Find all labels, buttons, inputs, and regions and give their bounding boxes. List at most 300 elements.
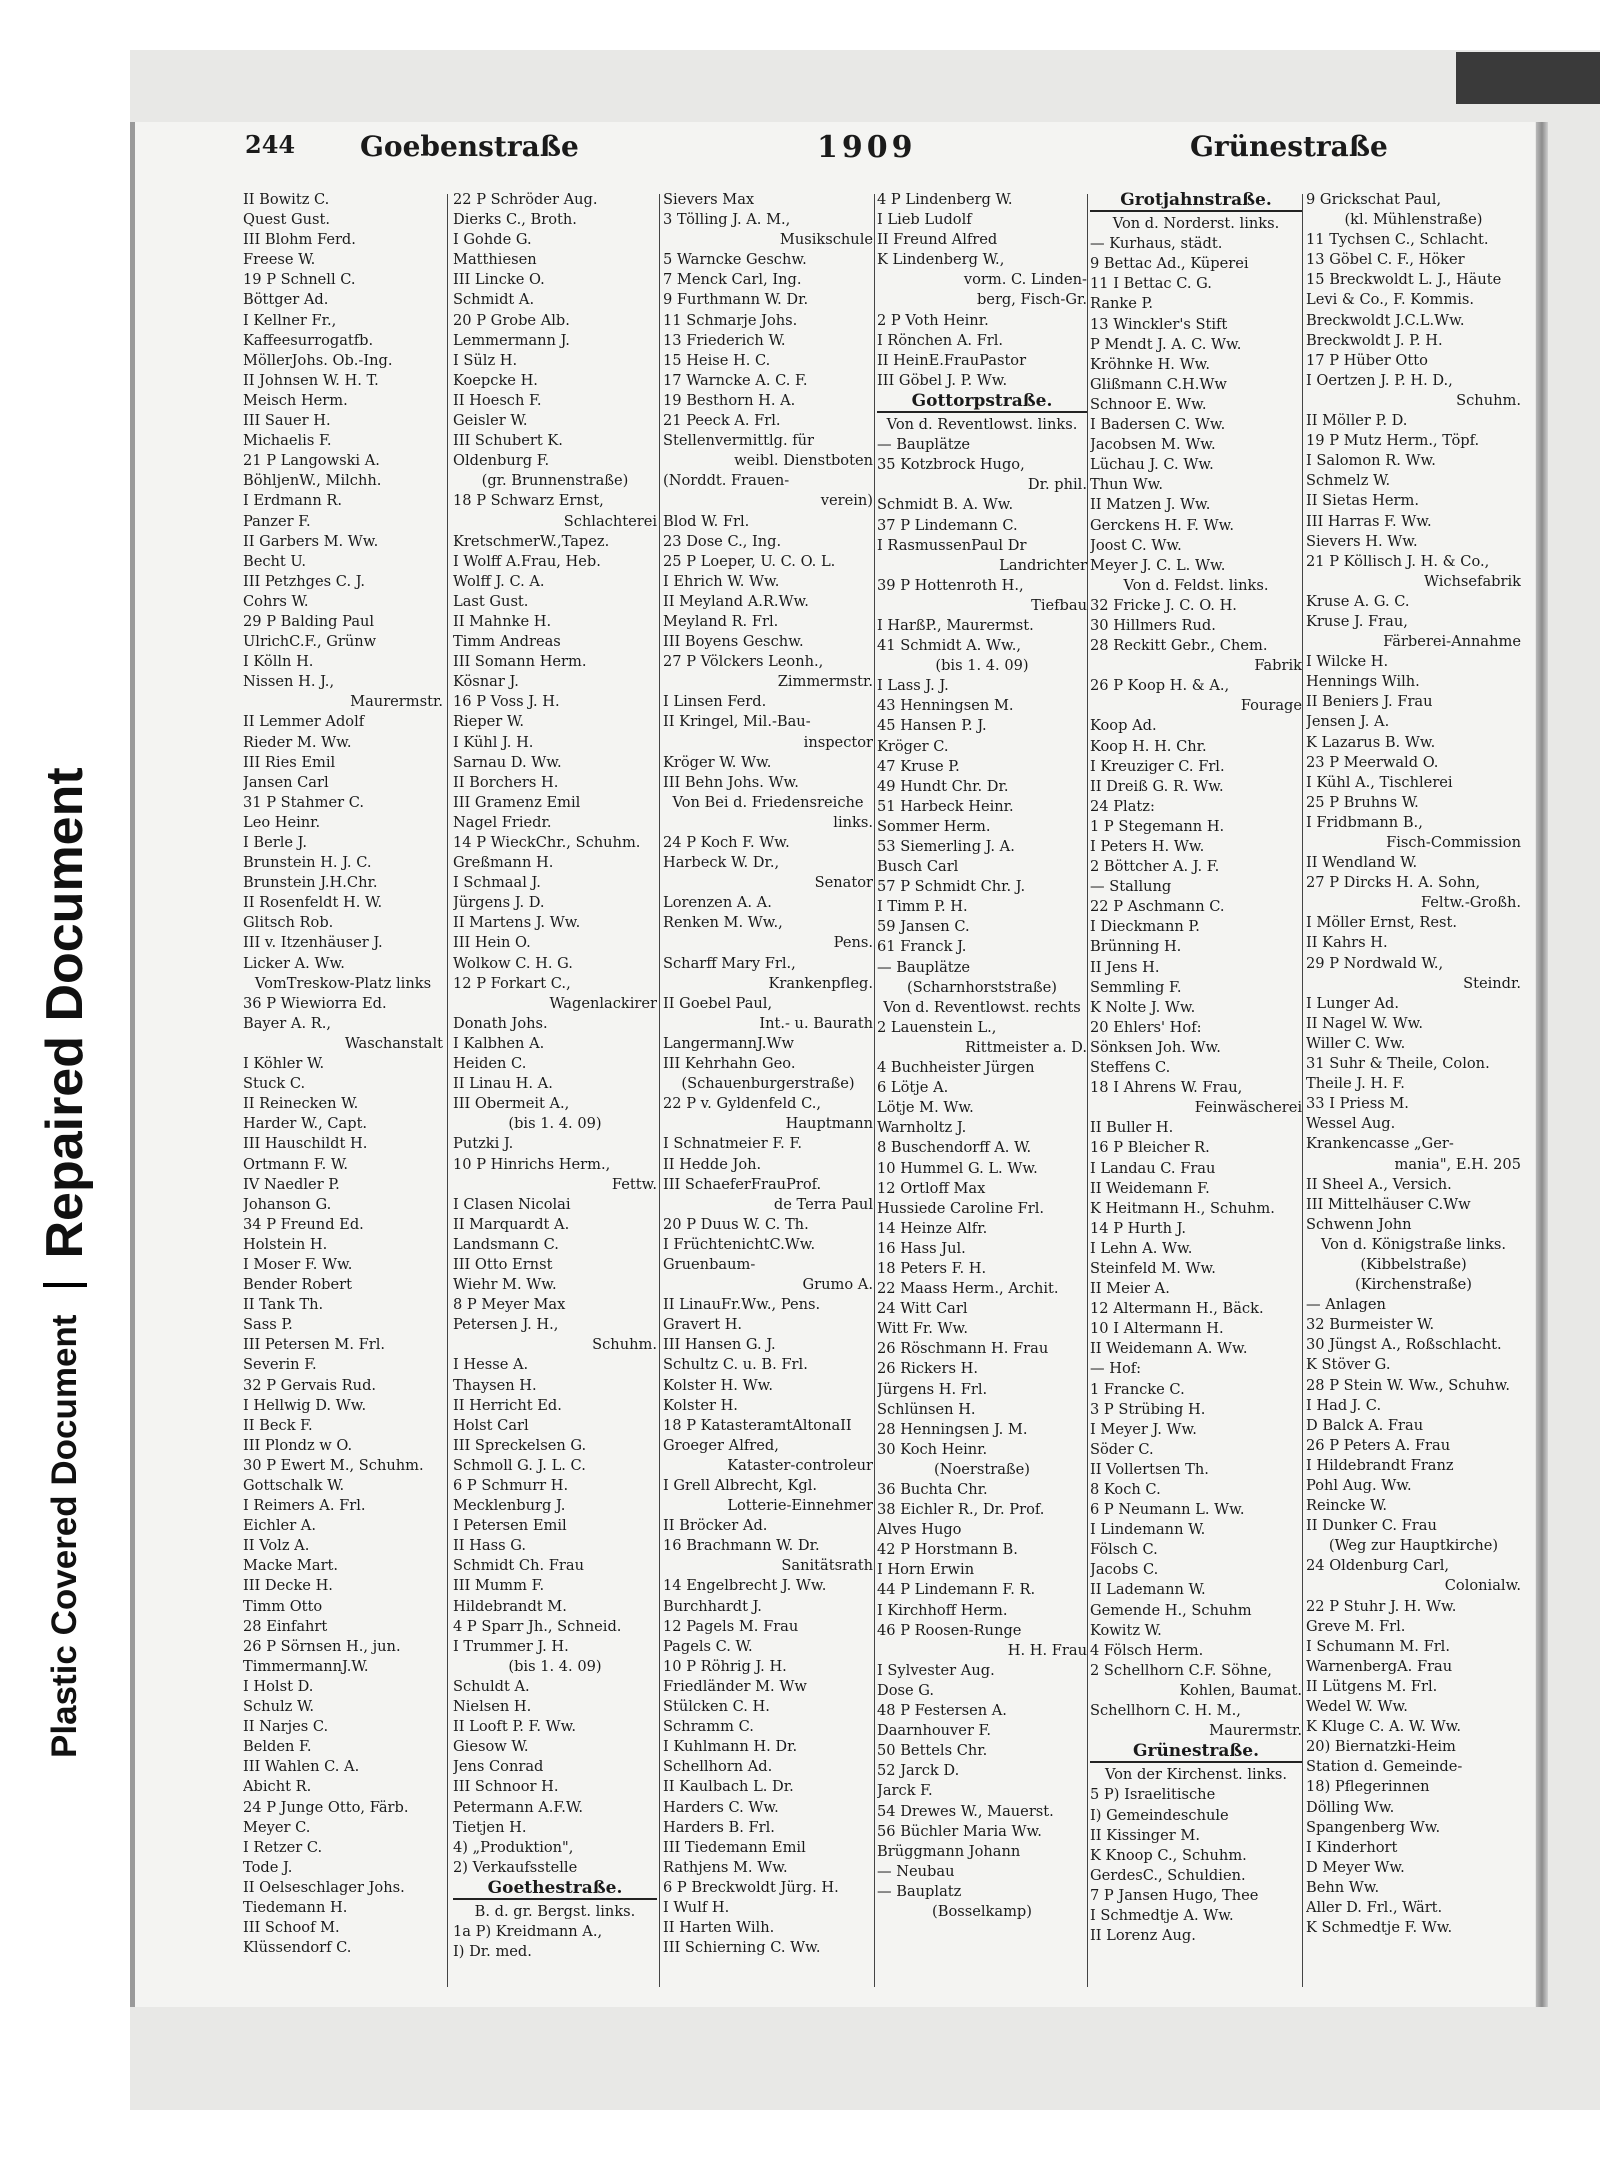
directory-entry: Int.- u. Baurath xyxy=(759,1014,873,1032)
directory-entry: 15 Breckwoldt L. J., Häute xyxy=(1306,271,1502,289)
directory-column-6 xyxy=(1306,190,1521,2007)
directory-entry: II Weidemann F. xyxy=(1090,1179,1210,1197)
directory-entry: I Peters H. Ww. xyxy=(1090,838,1205,855)
directory-entry: K Schmedtje F. Ww. xyxy=(1306,1919,1453,1937)
directory-entry: 26 Röschmann H. Frau xyxy=(877,1340,1049,1358)
directory-entry: I Timm P. H. xyxy=(877,898,968,916)
directory-entry: Harder W., Capt. xyxy=(243,1115,368,1133)
directory-entry: 21 P Langowski A. xyxy=(243,452,380,470)
directory-entry: Feinwäscherei xyxy=(1194,1099,1302,1117)
directory-entry: II Weidemann A. Ww. xyxy=(1090,1340,1248,1358)
directory-entry: II Kringel, Mil.-Bau- xyxy=(663,713,811,731)
directory-entry: Daarnhouver F. xyxy=(877,1722,992,1740)
directory-entry: Harders C. Ww. xyxy=(663,1798,779,1816)
directory-entry: UlrichC.F., Grünw xyxy=(243,633,377,651)
directory-entry: II Bowitz C. xyxy=(243,191,330,208)
directory-entry: Giesow W. xyxy=(453,1738,529,1756)
directory-entry: III Gramenz Emil xyxy=(453,793,581,811)
column-rule xyxy=(1087,194,1088,1987)
directory-entry: (Norddt. Frauen- xyxy=(663,472,790,490)
directory-entry: II Möller P. D. xyxy=(1306,412,1408,430)
directory-entry: I Kirchhoff Herm. xyxy=(877,1601,1008,1619)
directory-entry: 10 I Altermann H. xyxy=(1090,1320,1224,1338)
directory-entry: II Volz A. xyxy=(243,1537,310,1555)
directory-entry: 1 P Stegemann H. xyxy=(1090,817,1225,835)
directory-entry: Krankencasse „Ger- xyxy=(1306,1135,1454,1153)
directory-entry: 20 P Duus W. C. Th. xyxy=(663,1215,809,1233)
directory-entry: de Terra Paul xyxy=(773,1195,873,1213)
directory-entry: 9 Furthmann W. Dr. xyxy=(663,291,809,309)
directory-entry: 20 Ehlers' Hof: xyxy=(1090,1018,1202,1036)
directory-entry: I Lindemann W. xyxy=(1090,1521,1206,1539)
directory-entry: 50 Bettels Chr. xyxy=(877,1742,988,1760)
directory-entry: Glitsch Rob. xyxy=(243,914,334,932)
directory-entry: 47 Kruse P. xyxy=(877,757,960,775)
directory-entry: 25 P Loeper, U. C. O. L. xyxy=(663,552,836,570)
directory-entry: 16 Brachmann W. Dr. xyxy=(663,1537,820,1555)
directory-entry: I Kuhlmann H. Dr. xyxy=(663,1738,798,1756)
directory-entry: Meyland R. Frl. xyxy=(663,612,779,630)
directory-entry: I Fridbmann B., xyxy=(1306,813,1423,831)
directory-entry: 26 Rickers H. xyxy=(877,1360,978,1378)
directory-entry: Krankenpfleg. xyxy=(768,974,873,992)
directory-entry: 24 P Koch F. Ww. xyxy=(663,834,790,851)
directory-entry: Tietjen H. xyxy=(453,1818,527,1836)
directory-entry: 11 Tychsen C., Schlacht. xyxy=(1306,231,1489,249)
directory-entry: 49 Hundt Chr. Dr. xyxy=(877,777,1009,795)
directory-entry: 22 P v. Gyldenfeld C., xyxy=(663,1095,822,1113)
repaired-document-label: Repaired Document xyxy=(36,767,94,1259)
directory-entry: (Kirchenstraße) xyxy=(1355,1276,1472,1294)
directory-entry: I RasmussenPaul Dr xyxy=(877,536,1027,554)
year: 1909 xyxy=(817,130,917,165)
directory-entry: Von d. Norderst. links. xyxy=(1112,215,1280,233)
directory-entry: Timm Otto xyxy=(243,1597,323,1615)
directory-entry: 22 P Aschmann C. xyxy=(1090,898,1225,916)
directory-entry: Kruse A. G. C. xyxy=(1306,592,1410,610)
directory-entry: Petermann A.F.W. xyxy=(453,1798,584,1816)
directory-entry: 8 Buschendorff A. W. xyxy=(877,1139,1032,1157)
directory-entry: Greve M. Frl. xyxy=(1306,1617,1406,1635)
directory-entry: Donath Johs. xyxy=(453,1014,548,1032)
directory-entry: Färberei-Annahme xyxy=(1383,633,1521,651)
directory-entry: Holstein H. xyxy=(243,1235,328,1253)
directory-entry: Reincke W. xyxy=(1306,1497,1388,1515)
directory-entry: III Schoof M. xyxy=(243,1919,340,1937)
directory-entry: 26 P Peters A. Frau xyxy=(1306,1436,1451,1454)
directory-column-4 xyxy=(877,190,1087,2007)
directory-entry: I) Gemeindeschule xyxy=(1090,1806,1229,1824)
directory-entry: I) Dr. med. xyxy=(453,1943,532,1961)
directory-entry: III Blohm Ferd. xyxy=(243,231,356,249)
directory-entry: berg, Fisch-Gr. xyxy=(976,291,1087,309)
directory-entry: II Nagel W. Ww. xyxy=(1306,1014,1424,1032)
directory-entry: 54 Drewes W., Mauerst. xyxy=(877,1802,1054,1820)
directory-entry: III Obermeit A., xyxy=(453,1095,570,1113)
directory-entry: K Kluge C. A. W. Ww. xyxy=(1306,1718,1461,1736)
directory-entry: 19 Besthorn H. A. xyxy=(663,391,796,409)
directory-entry: 32 P Gervais Rud. xyxy=(243,1376,377,1394)
directory-entry: D Meyer Ww. xyxy=(1306,1858,1405,1876)
directory-entry: III Mittelhäuser C.Ww xyxy=(1306,1195,1471,1213)
directory-entry: Fabrik xyxy=(1254,657,1302,675)
directory-entry: Jensen J. A. xyxy=(1306,713,1390,731)
directory-entry: Groeger Alfred, xyxy=(663,1436,779,1454)
directory-entry: III Behn Johs. Ww. xyxy=(663,773,799,791)
directory-entry: BöhljenW., Milchh. xyxy=(243,472,382,490)
directory-entry: Von Bei d. Friedensreiche xyxy=(672,793,864,811)
street-heading: Grünestraße. xyxy=(1090,1741,1302,1763)
directory-entry: Mecklenburg J. xyxy=(453,1497,566,1515)
directory-entry: 48 P Festersen A. xyxy=(877,1702,1007,1720)
sidebar-labels xyxy=(35,478,95,1758)
directory-entry: II Looft P. F. Ww. xyxy=(453,1718,577,1736)
directory-entry: Schramm C. xyxy=(663,1718,754,1736)
directory-entry: inspector xyxy=(803,733,873,751)
directory-entry: Nissen H. J., xyxy=(243,673,335,691)
directory-entry: II Freund Alfred xyxy=(877,231,998,249)
directory-entry: II Reinecken W. xyxy=(243,1095,359,1113)
directory-entry: II Linau H. A. xyxy=(453,1075,553,1093)
directory-entry: 51 Harbeck Heinr. xyxy=(877,797,1014,815)
directory-entry: Alves Hugo xyxy=(877,1521,962,1539)
directory-entry: II Jens H. xyxy=(1090,958,1160,976)
directory-entry: Lötje M. Ww. xyxy=(877,1099,974,1117)
directory-entry: 23 P Meerwald O. xyxy=(1306,753,1439,771)
directory-entry: Lemmermann J. xyxy=(453,331,570,349)
directory-entry: II Lademann W. xyxy=(1090,1581,1206,1599)
directory-entry: Cohrs W. xyxy=(243,592,309,610)
directory-entry: 35 Kotzbrock Hugo, xyxy=(877,456,1025,474)
directory-entry: Wolff J. C. A. xyxy=(453,572,545,590)
book-spine-edge xyxy=(1536,122,1548,2007)
directory-entry: 46 P Roosen-Runge xyxy=(877,1621,1022,1639)
directory-entry: 9 Bettac Ad., Küperei xyxy=(1090,255,1249,273)
directory-entry: Sarnau D. Ww. xyxy=(453,753,562,771)
directory-entry: LangermannJ.Ww xyxy=(663,1034,794,1052)
directory-entry: 24 P Junge Otto, Färb. xyxy=(243,1798,409,1816)
directory-entry: (Bosselkamp) xyxy=(932,1902,1032,1920)
directory-entry: III Petersen M. Frl. xyxy=(243,1336,386,1354)
directory-entry: II Sheel A., Versich. xyxy=(1306,1175,1452,1193)
directory-entry: 10 P Röhrig J. H. xyxy=(663,1657,787,1675)
directory-entry: III Lincke O. xyxy=(453,271,545,289)
directory-entry: Scharff Mary Frl., xyxy=(663,954,796,972)
directory-entry: 7 P Jansen Hugo, Thee xyxy=(1090,1886,1259,1904)
label-separator xyxy=(43,1283,87,1287)
directory-entry: Licker A. Ww. xyxy=(243,954,345,972)
directory-entry: I Kühl J. H. xyxy=(453,733,534,751)
directory-entry: I Holst D. xyxy=(243,1677,314,1695)
directory-entry: 18 I Ahrens W. Frau, xyxy=(1090,1079,1243,1097)
directory-entry: 24 Witt Carl xyxy=(877,1300,968,1318)
directory-entry: II Matzen J. Ww. xyxy=(1090,496,1211,514)
directory-entry: Brunstein H. J. C. xyxy=(243,854,372,872)
directory-entry: Thaysen H. xyxy=(453,1376,537,1394)
directory-entry: VomTreskow-Platz links xyxy=(254,974,432,992)
directory-entry: 12 Altermann H., Bäck. xyxy=(1090,1300,1264,1318)
scanner-corner-mark xyxy=(1456,52,1600,104)
directory-entry: Becht U. xyxy=(243,552,307,570)
directory-entry: — Neubau xyxy=(877,1862,955,1880)
directory-entry: 28 Einfahrt xyxy=(243,1617,328,1635)
directory-entry: 9 Grickschat Paul, xyxy=(1306,191,1442,208)
directory-entry: Abicht R. xyxy=(243,1778,312,1796)
directory-entry: Rieper W. xyxy=(453,713,524,731)
directory-entry: Rittmeister a. D. xyxy=(965,1038,1087,1056)
directory-entry: Quest Gust. xyxy=(243,211,331,229)
directory-entry: H. H. Frau xyxy=(1007,1641,1087,1659)
directory-entry: II Hoesch F. xyxy=(453,391,542,409)
column-rule xyxy=(659,194,660,1987)
directory-entry: I Lieb Ludolf xyxy=(877,211,972,229)
directory-entry: III Schnoor H. xyxy=(453,1778,559,1796)
directory-entry: 7 Menck Carl, Ing. xyxy=(663,271,802,289)
directory-entry: Gerckens H. F. Ww. xyxy=(1090,516,1234,534)
directory-entry: II HeinE.FrauPastor xyxy=(877,351,1027,369)
directory-entry: Geisler W. xyxy=(453,412,528,430)
directory-entry: I Kinderhort xyxy=(1306,1838,1398,1856)
directory-entry: Leo Heinr. xyxy=(243,813,321,831)
directory-entry: Von der Kirchenst. links. xyxy=(1104,1766,1288,1784)
directory-entry: Schellhorn Ad. xyxy=(663,1758,773,1776)
directory-entry: — Bauplätze xyxy=(877,436,970,454)
directory-entry: 44 P Lindemann F. R. xyxy=(877,1581,1036,1599)
directory-entry: — Hof: xyxy=(1090,1360,1142,1378)
directory-entry: Aller D. Frl., Wärt. xyxy=(1306,1898,1443,1916)
directory-entry: II Beniers J. Frau xyxy=(1306,693,1433,711)
directory-entry: II Mahnke H. xyxy=(453,612,552,630)
directory-entry: 2 Böttcher A. J. F. xyxy=(1090,858,1220,876)
directory-entry: Bender Robert xyxy=(243,1276,352,1294)
directory-entry: 14 P WieckChr., Schuhm. xyxy=(453,834,641,851)
directory-entry: (kl. Mühlenstraße) xyxy=(1344,211,1483,229)
directory-entry: Tiefbau xyxy=(1031,596,1087,614)
directory-entry: Severin F. xyxy=(243,1356,317,1374)
directory-entry: 19 P Schnell C. xyxy=(243,271,356,289)
directory-entry: 10 Hummel G. L. Ww. xyxy=(877,1159,1038,1177)
directory-entry: 13 Winckler's Stift xyxy=(1090,315,1228,333)
directory-entry: 29 P Nordwald W., xyxy=(1306,954,1444,972)
directory-entry: 30 P Ewert M., Schuhm. xyxy=(243,1456,424,1474)
directory-entry: Sönksen Joh. Ww. xyxy=(1090,1038,1221,1056)
directory-column-2 xyxy=(453,190,657,2007)
directory-entry: II Martens J. Ww. xyxy=(453,914,581,932)
directory-entry: (bis 1. 4. 09) xyxy=(935,657,1029,675)
directory-entry: Schnoor E. Ww. xyxy=(1090,395,1207,413)
directory-entry: Maurermstr. xyxy=(350,693,443,711)
directory-entry: Schellhorn C. H. M., xyxy=(1090,1702,1241,1720)
directory-entry: 14 Engelbrecht J. Ww. xyxy=(663,1577,827,1595)
directory-entry: Gottschalk W. xyxy=(243,1477,345,1494)
directory-entry: II Dunker C. Frau xyxy=(1306,1517,1437,1535)
directory-entry: Kohlen, Baumat. xyxy=(1179,1681,1302,1699)
directory-entry: II Buller H. xyxy=(1090,1119,1174,1137)
directory-entry: II Meier A. xyxy=(1090,1280,1170,1298)
directory-entry: II Meyland A.R.Ww. xyxy=(663,592,809,610)
directory-entry: 2 Lauenstein L., xyxy=(877,1018,997,1036)
directory-entry: P Mendt J. A. C. Ww. xyxy=(1090,335,1242,353)
directory-entry: I Gohde G. xyxy=(453,231,532,249)
directory-entry: Petersen J. H., xyxy=(453,1316,559,1334)
directory-entry: I FrüchtenichtC.Ww. xyxy=(663,1235,816,1253)
directory-entry: Colonialw. xyxy=(1444,1577,1521,1595)
right-street-title: Grünestraße xyxy=(1190,130,1388,163)
directory-entry: II Goebel Paul, xyxy=(663,994,773,1012)
page-number: 244 xyxy=(245,130,296,159)
directory-entry: 2 Schellhorn C.F. Söhne, xyxy=(1090,1661,1272,1679)
directory-entry: Burchhardt J. xyxy=(663,1597,762,1615)
directory-entry: 21 Peeck A. Frl. xyxy=(663,412,781,430)
directory-entry: 6 P Schmurr H. xyxy=(453,1477,569,1494)
directory-entry: 1 Francke C. xyxy=(1090,1380,1185,1398)
directory-entry: 22 P Schröder Aug. xyxy=(453,191,598,208)
directory-entry: III Wahlen C. A. xyxy=(243,1758,360,1776)
directory-entry: Ranke P. xyxy=(1090,295,1154,313)
directory-entry: K Knoop C., Schuhm. xyxy=(1090,1846,1247,1864)
directory-entry: I Sylvester Aug. xyxy=(877,1661,995,1679)
directory-entry: 21 P Köllisch J. H. & Co., xyxy=(1306,552,1490,570)
directory-entry: I Kalbhen A. xyxy=(453,1034,545,1052)
directory-entry: Von d. Reventlowst. rechts xyxy=(883,998,1081,1016)
directory-entry: Pagels C. W. xyxy=(663,1637,753,1655)
directory-entry: I Hellwig D. Ww. xyxy=(243,1396,367,1414)
directory-entry: 14 P Hurth J. xyxy=(1090,1219,1187,1237)
directory-entry: Michaelis F. xyxy=(243,432,332,450)
directory-entry: 57 P Schmidt Chr. J. xyxy=(877,878,1026,896)
directory-entry: Von d. Königstraße links. xyxy=(1320,1235,1507,1253)
directory-entry: I Horn Erwin xyxy=(877,1561,975,1579)
directory-entry: Jürgens H. Frl. xyxy=(877,1380,988,1398)
directory-entry: Theile J. H. F. xyxy=(1306,1075,1405,1093)
directory-entry: Blod W. Frl. xyxy=(663,512,750,530)
directory-entry: II Dreiß G. R. Ww. xyxy=(1090,777,1224,795)
directory-entry: Harbeck W. Dr., xyxy=(663,854,780,872)
directory-entry: Hauptmann xyxy=(785,1115,873,1133)
directory-entry: K Heitmann H., Schuhm. xyxy=(1090,1199,1275,1217)
directory-entry: Matthiesen xyxy=(453,251,537,269)
directory-entry: Grumo A. xyxy=(802,1276,873,1294)
street-heading: Goethestraße. xyxy=(453,1878,657,1900)
directory-entry: 12 Ortloff Max xyxy=(877,1179,986,1197)
directory-entry: 17 Warncke A. C. F. xyxy=(663,371,808,389)
directory-entry: Böttger Ad. xyxy=(243,291,329,309)
directory-entry: I Kölln H. xyxy=(243,653,314,671)
directory-entry: II Johnsen W. H. T. xyxy=(243,371,379,389)
directory-entry: Putzki J. xyxy=(453,1135,514,1153)
directory-entry: (bis 1. 4. 09) xyxy=(508,1657,602,1675)
directory-entry: III Spreckelsen G. xyxy=(453,1436,587,1454)
directory-entry: Von d. Feldst. links. xyxy=(1123,576,1269,594)
directory-entry: 1a P) Kreidmann A., xyxy=(453,1923,603,1941)
directory-entry: Koepcke H. xyxy=(453,371,538,389)
directory-entry: II Kissinger M. xyxy=(1090,1826,1200,1844)
directory-entry: I Retzer C. xyxy=(243,1838,323,1856)
directory-entry: K Stöver G. xyxy=(1306,1356,1391,1374)
directory-entry: 36 P Wiewiorra Ed. xyxy=(243,994,387,1012)
directory-entry: 30 Jüngst A., Roßschlacht. xyxy=(1306,1336,1502,1354)
directory-entry: Friedländer M. Ww xyxy=(663,1677,807,1695)
directory-entry: I Schmedtje A. Ww. xyxy=(1090,1906,1234,1924)
directory-entry: Gruenbaum- xyxy=(663,1255,756,1273)
directory-entry: I Kreuziger C. Frl. xyxy=(1090,757,1225,775)
directory-entry: Wichsefabrik xyxy=(1423,572,1521,590)
directory-entry: I Hildebrandt Franz xyxy=(1306,1456,1454,1474)
directory-entry: Kröhnke H. Ww. xyxy=(1090,355,1210,373)
directory-entry: III Decke H. xyxy=(243,1577,333,1595)
directory-entry: 24 Platz: xyxy=(1090,797,1155,815)
directory-entry: 19 P Mutz Herm., Töpf. xyxy=(1306,432,1480,450)
directory-entry: 59 Jansen C. xyxy=(877,918,970,936)
directory-entry: (Scharnhorststraße) xyxy=(907,978,1057,996)
directory-entry: I Had J. C. xyxy=(1306,1396,1382,1414)
directory-page xyxy=(130,122,1535,2007)
directory-entry: Thun Ww. xyxy=(1090,476,1163,494)
directory-entry: 38 Eichler R., Dr. Prof. xyxy=(877,1501,1045,1519)
directory-entry: 16 P Bleicher R. xyxy=(1090,1139,1210,1157)
directory-entry: Timm Andreas xyxy=(453,633,561,651)
directory-entry: Jacobsen M. Ww. xyxy=(1090,436,1216,454)
directory-entry: Renken M. Ww., xyxy=(663,914,783,932)
directory-entry: 5 P) Israelitische xyxy=(1090,1786,1216,1804)
directory-entry: Sievers Max xyxy=(663,191,755,208)
directory-entry: Freese W. xyxy=(243,251,316,269)
directory-entry: Musikschule xyxy=(779,231,873,249)
directory-entry: I Lunger Ad. xyxy=(1306,994,1400,1012)
directory-entry: 4 Fölsch Herm. xyxy=(1090,1641,1204,1659)
directory-entry: I HarßP., Maurermst. xyxy=(877,616,1034,634)
directory-entry: I Berle J. xyxy=(243,834,308,851)
directory-entry: Witt Fr. Ww. xyxy=(877,1320,968,1338)
directory-entry: III Tiedemann Emil xyxy=(663,1838,806,1856)
directory-entry: Meisch Herm. xyxy=(243,391,348,409)
directory-entry: MöllerJohs. Ob.-Ing. xyxy=(243,351,393,369)
directory-entry: 28 Reckitt Gebr., Chem. xyxy=(1090,637,1268,655)
directory-entry: II Kaulbach L. Dr. xyxy=(663,1778,794,1796)
directory-entry: Schmelz W. xyxy=(1306,472,1391,490)
directory-entry: 28 Henningsen J. M. xyxy=(877,1420,1028,1438)
directory-entry: Sass P. xyxy=(243,1316,293,1334)
directory-entry: Wedel W. Ww. xyxy=(1306,1698,1408,1716)
directory-entry: Lüchau J. C. Ww. xyxy=(1090,456,1214,474)
directory-entry: 31 P Stahmer C. xyxy=(243,793,365,811)
directory-entry: III Göbel J. P. Ww. xyxy=(877,371,1008,389)
directory-entry: weibl. Dienstboten xyxy=(734,452,873,470)
directory-entry: I Schumann M. Frl. xyxy=(1306,1637,1450,1655)
directory-entry: Semmling F. xyxy=(1090,978,1182,996)
directory-entry: II LinauFr.Ww., Pens. xyxy=(663,1296,821,1314)
directory-entry: Stellenvermittlg. für xyxy=(663,432,815,450)
directory-entry: Meyer J. C. L. Ww. xyxy=(1090,556,1226,574)
directory-entry: 28 P Stein W. Ww., Schuhw. xyxy=(1306,1376,1511,1394)
directory-entry: I Möller Ernst, Rest. xyxy=(1306,914,1457,932)
directory-entry: Steinfeld M. Ww. xyxy=(1090,1259,1216,1277)
directory-entry: Ortmann F. W. xyxy=(243,1155,348,1173)
directory-entry: 56 Büchler Maria Ww. xyxy=(877,1822,1042,1840)
directory-entry: D Balck A. Frau xyxy=(1306,1416,1424,1434)
directory-entry: 61 Franck J. xyxy=(877,938,967,956)
directory-entry: 20 P Grobe Alb. xyxy=(453,311,570,329)
directory-entry: Jarck F. xyxy=(877,1782,933,1800)
directory-entry: II Tank Th. xyxy=(243,1296,324,1314)
directory-entry: I Oertzen J. P. H. D., xyxy=(1306,371,1453,389)
directory-entry: 5 Warncke Geschw. xyxy=(663,251,807,269)
directory-entry: Schuhm. xyxy=(1456,391,1521,409)
directory-entry: Schultz C. u. B. Frl. xyxy=(663,1356,808,1374)
directory-entry: II Hass G. xyxy=(453,1537,526,1555)
directory-entry: Koop H. H. Chr. xyxy=(1090,737,1207,755)
directory-entry: Brünning H. xyxy=(1090,938,1182,956)
